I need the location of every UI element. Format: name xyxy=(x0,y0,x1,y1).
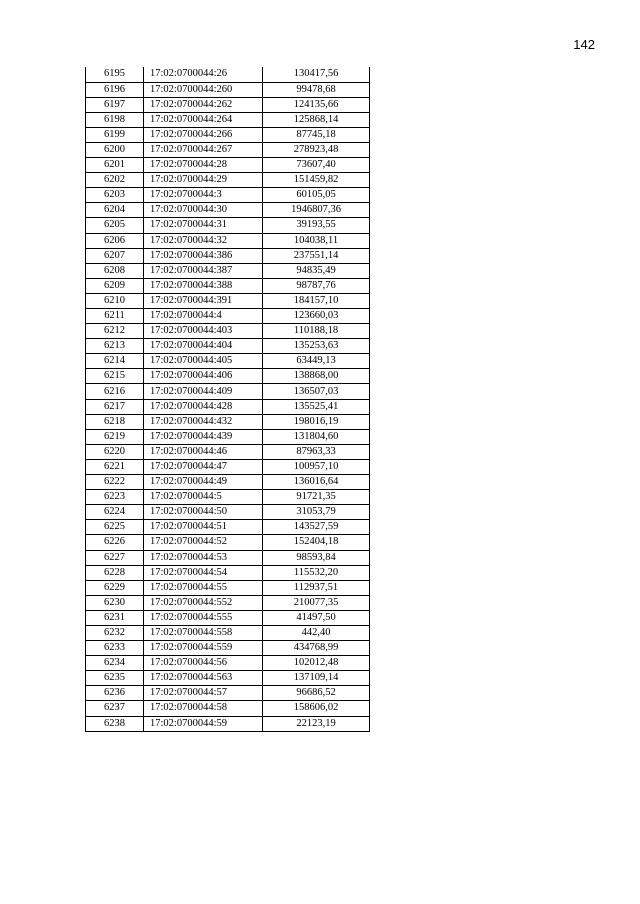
cadastral-number-cell: 17:02:0700044:5 xyxy=(144,490,263,505)
cadastral-value-cell: 104038,11 xyxy=(263,233,370,248)
cadastral-value-cell: 1946807,36 xyxy=(263,203,370,218)
cadastral-value-cell: 198016,19 xyxy=(263,414,370,429)
table-row xyxy=(86,656,370,671)
table-row xyxy=(86,444,370,459)
row-number-cell: 6238 xyxy=(86,716,144,731)
table-row xyxy=(86,686,370,701)
cadastral-value-cell: 73607,40 xyxy=(263,158,370,173)
row-number-cell: 6236 xyxy=(86,686,144,701)
cadastral-number-cell: 17:02:0700044:386 xyxy=(144,248,263,263)
table-row xyxy=(86,429,370,444)
cadastral-value-cell: 158606,02 xyxy=(263,701,370,716)
row-number-cell: 6235 xyxy=(86,671,144,686)
cadastral-value-cell: 152404,18 xyxy=(263,535,370,550)
row-number-cell: 6199 xyxy=(86,127,144,142)
table-row xyxy=(86,550,370,565)
table-row xyxy=(86,520,370,535)
cadastral-value-cell: 434768,99 xyxy=(263,641,370,656)
cadastral-number-cell: 17:02:0700044:260 xyxy=(144,82,263,97)
cadastral-number-cell: 17:02:0700044:30 xyxy=(144,203,263,218)
cadastral-value-cell: 110188,18 xyxy=(263,324,370,339)
cadastral-number-cell: 17:02:0700044:31 xyxy=(144,218,263,233)
cadastral-number-cell: 17:02:0700044:54 xyxy=(144,565,263,580)
table-row xyxy=(86,354,370,369)
cadastral-number-cell: 17:02:0700044:47 xyxy=(144,459,263,474)
cadastral-value-cell: 96686,52 xyxy=(263,686,370,701)
cadastral-value-cell: 237551,14 xyxy=(263,248,370,263)
row-number-cell: 6234 xyxy=(86,656,144,671)
cadastral-number-cell: 17:02:0700044:58 xyxy=(144,701,263,716)
cadastral-number-cell: 17:02:0700044:267 xyxy=(144,142,263,157)
table-row xyxy=(86,248,370,263)
cadastral-value-cell: 115532,20 xyxy=(263,565,370,580)
row-number-cell: 6224 xyxy=(86,505,144,520)
table-row xyxy=(86,339,370,354)
row-number-cell: 6198 xyxy=(86,112,144,127)
cadastral-value-cell: 138868,00 xyxy=(263,369,370,384)
cadastral-number-cell: 17:02:0700044:51 xyxy=(144,520,263,535)
cadastral-number-cell: 17:02:0700044:262 xyxy=(144,97,263,112)
row-number-cell: 6226 xyxy=(86,535,144,550)
row-number-cell: 6218 xyxy=(86,414,144,429)
table-row xyxy=(86,309,370,324)
table-row xyxy=(86,97,370,112)
table-body xyxy=(86,67,370,731)
table-row xyxy=(86,701,370,716)
row-number-cell: 6197 xyxy=(86,97,144,112)
table-row xyxy=(86,475,370,490)
cadastral-number-cell: 17:02:0700044:4 xyxy=(144,309,263,324)
row-number-cell: 6203 xyxy=(86,188,144,203)
cadastral-number-cell: 17:02:0700044:387 xyxy=(144,263,263,278)
cadastral-value-cell: 102012,48 xyxy=(263,656,370,671)
cadastral-value-cell: 39193,55 xyxy=(263,218,370,233)
cadastral-number-cell: 17:02:0700044:46 xyxy=(144,444,263,459)
row-number-cell: 6211 xyxy=(86,309,144,324)
table-row xyxy=(86,580,370,595)
table-row xyxy=(86,641,370,656)
table-row xyxy=(86,67,370,82)
cadastral-value-cell: 94835,49 xyxy=(263,263,370,278)
cadastral-number-cell: 17:02:0700044:404 xyxy=(144,339,263,354)
table-row xyxy=(86,158,370,173)
cadastral-number-cell: 17:02:0700044:266 xyxy=(144,127,263,142)
cadastral-number-cell: 17:02:0700044:3 xyxy=(144,188,263,203)
row-number-cell: 6196 xyxy=(86,82,144,97)
cadastral-value-cell: 136507,03 xyxy=(263,384,370,399)
cadastral-number-cell: 17:02:0700044:391 xyxy=(144,293,263,308)
row-number-cell: 6215 xyxy=(86,369,144,384)
cadastral-value-cell: 98787,76 xyxy=(263,278,370,293)
table-row xyxy=(86,625,370,640)
table-row xyxy=(86,173,370,188)
row-number-cell: 6220 xyxy=(86,444,144,459)
cadastral-number-cell: 17:02:0700044:32 xyxy=(144,233,263,248)
table-row xyxy=(86,203,370,218)
row-number-cell: 6205 xyxy=(86,218,144,233)
row-number-cell: 6231 xyxy=(86,610,144,625)
cadastral-number-cell: 17:02:0700044:388 xyxy=(144,278,263,293)
page-number: 142 xyxy=(573,37,595,52)
row-number-cell: 6201 xyxy=(86,158,144,173)
table-row xyxy=(86,218,370,233)
cadastral-number-cell: 17:02:0700044:26 xyxy=(144,67,263,82)
cadastral-value-cell: 125868,14 xyxy=(263,112,370,127)
cadastral-number-cell: 17:02:0700044:559 xyxy=(144,641,263,656)
table-row xyxy=(86,233,370,248)
cadastral-number-cell: 17:02:0700044:56 xyxy=(144,656,263,671)
table-row xyxy=(86,82,370,97)
cadastral-number-cell: 17:02:0700044:49 xyxy=(144,475,263,490)
cadastral-value-cell: 124135,66 xyxy=(263,97,370,112)
cadastral-value-cell: 136016,64 xyxy=(263,475,370,490)
table-row xyxy=(86,671,370,686)
row-number-cell: 6230 xyxy=(86,595,144,610)
table-row xyxy=(86,414,370,429)
cadastral-number-cell: 17:02:0700044:558 xyxy=(144,625,263,640)
cadastral-value-cell: 91721,35 xyxy=(263,490,370,505)
row-number-cell: 6204 xyxy=(86,203,144,218)
cadastral-value-cell: 123660,03 xyxy=(263,309,370,324)
row-number-cell: 6202 xyxy=(86,173,144,188)
cadastral-value-cell: 63449,13 xyxy=(263,354,370,369)
cadastral-value-cell: 99478,68 xyxy=(263,82,370,97)
row-number-cell: 6195 xyxy=(86,67,144,82)
cadastral-number-cell: 17:02:0700044:409 xyxy=(144,384,263,399)
row-number-cell: 6216 xyxy=(86,384,144,399)
row-number-cell: 6214 xyxy=(86,354,144,369)
table-row xyxy=(86,384,370,399)
cadastral-value-cell: 210077,35 xyxy=(263,595,370,610)
row-number-cell: 6223 xyxy=(86,490,144,505)
table-row xyxy=(86,112,370,127)
row-number-cell: 6219 xyxy=(86,429,144,444)
table-row xyxy=(86,459,370,474)
row-number-cell: 6217 xyxy=(86,399,144,414)
cadastral-value-cell: 442,40 xyxy=(263,625,370,640)
cadastral-value-cell: 87963,33 xyxy=(263,444,370,459)
row-number-cell: 6210 xyxy=(86,293,144,308)
cadastral-value-cell: 60105,05 xyxy=(263,188,370,203)
table-row xyxy=(86,716,370,731)
cadastral-value-cell: 135525,41 xyxy=(263,399,370,414)
table-row xyxy=(86,324,370,339)
cadastral-value-cell: 31053,79 xyxy=(263,505,370,520)
cadastral-number-cell: 17:02:0700044:59 xyxy=(144,716,263,731)
table-row xyxy=(86,369,370,384)
cadastral-value-cell: 135253,63 xyxy=(263,339,370,354)
cadastral-value-cell: 131804,60 xyxy=(263,429,370,444)
cadastral-value-cell: 87745,18 xyxy=(263,127,370,142)
table-row xyxy=(86,263,370,278)
table-row xyxy=(86,399,370,414)
row-number-cell: 6233 xyxy=(86,641,144,656)
table-row xyxy=(86,293,370,308)
cadastral-value-table xyxy=(85,67,370,732)
cadastral-number-cell: 17:02:0700044:403 xyxy=(144,324,263,339)
cadastral-number-cell: 17:02:0700044:563 xyxy=(144,671,263,686)
table-row xyxy=(86,142,370,157)
row-number-cell: 6222 xyxy=(86,475,144,490)
cadastral-value-cell: 137109,14 xyxy=(263,671,370,686)
table-row xyxy=(86,278,370,293)
table-row xyxy=(86,595,370,610)
table-row xyxy=(86,505,370,520)
row-number-cell: 6208 xyxy=(86,263,144,278)
table-row xyxy=(86,127,370,142)
cadastral-value-cell: 130417,56 xyxy=(263,67,370,82)
table-row xyxy=(86,490,370,505)
cadastral-value-cell: 100957,10 xyxy=(263,459,370,474)
row-number-cell: 6200 xyxy=(86,142,144,157)
row-number-cell: 6229 xyxy=(86,580,144,595)
cadastral-value-cell: 151459,82 xyxy=(263,173,370,188)
cadastral-number-cell: 17:02:0700044:53 xyxy=(144,550,263,565)
row-number-cell: 6232 xyxy=(86,625,144,640)
cadastral-number-cell: 17:02:0700044:29 xyxy=(144,173,263,188)
row-number-cell: 6212 xyxy=(86,324,144,339)
cadastral-number-cell: 17:02:0700044:50 xyxy=(144,505,263,520)
row-number-cell: 6207 xyxy=(86,248,144,263)
cadastral-value-cell: 184157,10 xyxy=(263,293,370,308)
row-number-cell: 6221 xyxy=(86,459,144,474)
table-row xyxy=(86,535,370,550)
cadastral-number-cell: 17:02:0700044:428 xyxy=(144,399,263,414)
row-number-cell: 6213 xyxy=(86,339,144,354)
table-row xyxy=(86,565,370,580)
row-number-cell: 6225 xyxy=(86,520,144,535)
table-row xyxy=(86,610,370,625)
row-number-cell: 6206 xyxy=(86,233,144,248)
cadastral-number-cell: 17:02:0700044:552 xyxy=(144,595,263,610)
cadastral-number-cell: 17:02:0700044:28 xyxy=(144,158,263,173)
cadastral-number-cell: 17:02:0700044:405 xyxy=(144,354,263,369)
cadastral-value-cell: 143527,59 xyxy=(263,520,370,535)
cadastral-number-cell: 17:02:0700044:52 xyxy=(144,535,263,550)
cadastral-number-cell: 17:02:0700044:555 xyxy=(144,610,263,625)
cadastral-number-cell: 17:02:0700044:406 xyxy=(144,369,263,384)
cadastral-value-cell: 22123,19 xyxy=(263,716,370,731)
table-row xyxy=(86,188,370,203)
cadastral-value-cell: 112937,51 xyxy=(263,580,370,595)
cadastral-number-cell: 17:02:0700044:439 xyxy=(144,429,263,444)
cadastral-value-cell: 41497,50 xyxy=(263,610,370,625)
row-number-cell: 6228 xyxy=(86,565,144,580)
cadastral-number-cell: 17:02:0700044:57 xyxy=(144,686,263,701)
cadastral-number-cell: 17:02:0700044:432 xyxy=(144,414,263,429)
cadastral-value-cell: 98593,84 xyxy=(263,550,370,565)
row-number-cell: 6237 xyxy=(86,701,144,716)
row-number-cell: 6227 xyxy=(86,550,144,565)
cadastral-number-cell: 17:02:0700044:264 xyxy=(144,112,263,127)
row-number-cell: 6209 xyxy=(86,278,144,293)
cadastral-number-cell: 17:02:0700044:55 xyxy=(144,580,263,595)
cadastral-value-cell: 278923,48 xyxy=(263,142,370,157)
